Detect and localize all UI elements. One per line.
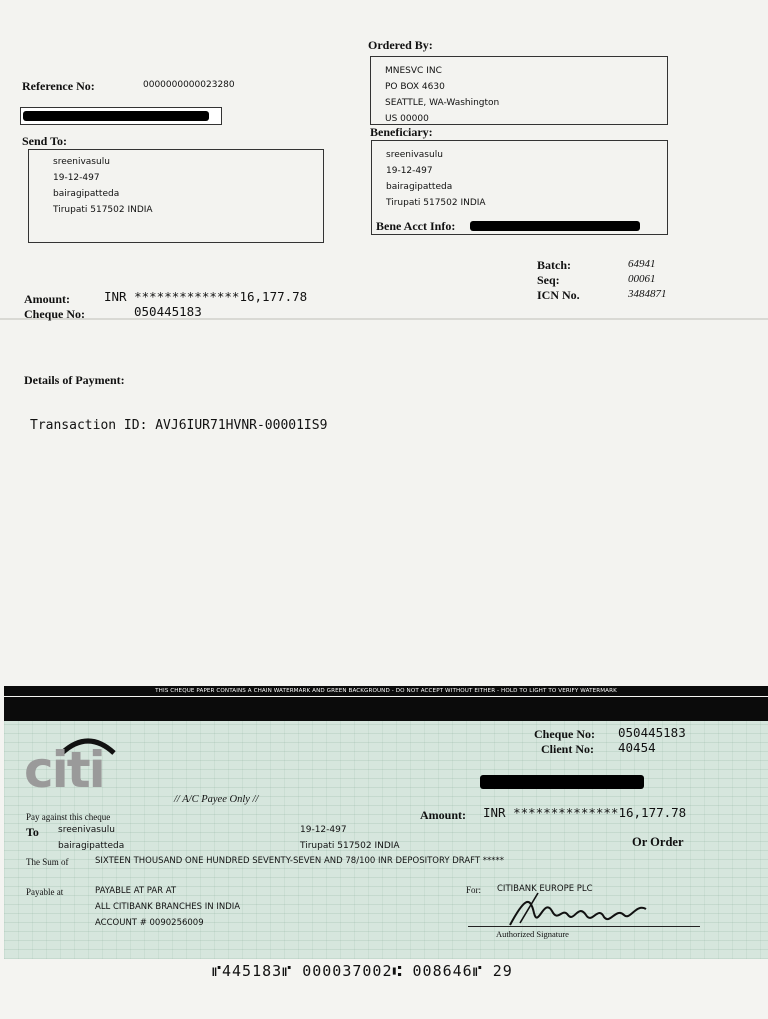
authorized-signature-label: Authorized Signature (496, 929, 569, 939)
send-to-line: bairagipatteda (53, 189, 120, 199)
details-label: Details of Payment: (24, 373, 125, 387)
send-to-line: sreenivasulu (53, 157, 110, 167)
cheque-amount-label: Amount: (420, 808, 467, 822)
fold-line (0, 318, 768, 320)
ordered-by-line: US 00000 (385, 114, 429, 124)
payable-line: PAYABLE AT PAR AT (95, 886, 177, 896)
sum-value: SIXTEEN THOUSAND ONE HUNDRED SEVENTY-SEVEN AND 78/100 INR DEPOSITORY DRAFT ***** (95, 856, 505, 866)
for-value: CITIBANK EUROPE PLC (497, 884, 593, 894)
batch-label: Batch: (537, 258, 571, 272)
ordered-by-box (370, 56, 668, 125)
micr-area (0, 959, 768, 1019)
bene-acct-label: Bene Acct Info: (376, 219, 456, 233)
cheque-no-label: Cheque No: (24, 307, 86, 321)
cheque-amount-value: INR **************16,177.78 (483, 805, 687, 820)
amount-label: Amount: (24, 292, 71, 306)
payable-line: ACCOUNT # 0090256009 (95, 918, 204, 928)
beneficiary-line: Tirupati 517502 INDIA (386, 198, 486, 208)
micr-line: ⑈445183⑈ 000037002⑆ 008646⑈ 29 (212, 962, 513, 980)
pay-against-text: Pay against this cheque (26, 812, 111, 822)
seq-label: Seq: (537, 273, 560, 287)
sum-label: The Sum of (26, 857, 69, 867)
signature-line (468, 926, 700, 927)
cheque-number-value: 050445183 (618, 725, 686, 740)
beneficiary-label: Beneficiary: (370, 125, 433, 139)
black-bar (4, 697, 768, 721)
beneficiary-line: sreenivasulu (386, 150, 443, 160)
payee-addr1: 19-12-497 (300, 825, 347, 835)
cheque-number-label: Cheque No: (534, 727, 596, 741)
icn-label: ICN No. (537, 288, 580, 302)
or-order: Or Order (632, 835, 684, 849)
ordered-by-label: Ordered By: (368, 38, 433, 52)
redacted-field-box (20, 107, 222, 125)
signature (504, 889, 654, 931)
beneficiary-line: 19-12-497 (386, 166, 433, 176)
citi-logo: citi (24, 741, 104, 799)
send-to-box (28, 149, 324, 243)
redaction (480, 775, 644, 789)
payable-label: Payable at (26, 887, 64, 897)
beneficiary-line: bairagipatteda (386, 182, 453, 192)
send-to-label: Send To: (22, 134, 68, 148)
payee-only-crossing: // A/C Payee Only // (174, 794, 259, 805)
amount-value: INR **************16,177.78 (104, 289, 308, 304)
seq-value: 00061 (628, 273, 656, 285)
cheque (4, 721, 768, 959)
payee-name: sreenivasulu (58, 825, 115, 835)
beneficiary-address (386, 147, 486, 211)
ordered-by-line: PO BOX 4630 (385, 82, 445, 92)
beneficiary-box (371, 140, 668, 235)
redaction (470, 221, 640, 231)
send-to-line: Tirupati 517502 INDIA (53, 205, 153, 215)
reference-value: 0000000000023280 (143, 80, 235, 90)
for-label: For: (466, 885, 482, 895)
payee-line2: bairagipatteda (58, 841, 125, 851)
to-label: To (26, 825, 39, 839)
ordered-by-line: MNESVC INC (385, 66, 442, 76)
payable-line: ALL CITIBANK BRANCHES IN INDIA (95, 902, 241, 912)
client-no-label: Client No: (541, 742, 594, 756)
transaction-id: Transaction ID: AVJ6IUR71HVNR-00001IS9 (30, 418, 328, 433)
warning-banner: THIS CHEQUE PAPER CONTAINS A CHAIN WATERMARK AND GREEN BACKGROUND - DO NOT ACCEPT WITHOUT EITHER - HOLD TO LIGHT TO VERIFY WATERMARK (4, 686, 768, 696)
payable-lines (95, 883, 240, 931)
redaction (23, 111, 209, 121)
client-no-value: 40454 (618, 740, 656, 755)
ordered-by-address (385, 63, 499, 127)
icn-value: 3484871 (628, 288, 667, 300)
payee-addr2: Tirupati 517502 INDIA (300, 841, 400, 851)
send-to-address (53, 154, 153, 218)
reference-label: Reference No: (22, 79, 95, 93)
batch-value: 64941 (628, 258, 656, 270)
send-to-line: 19-12-497 (53, 173, 100, 183)
ordered-by-line: SEATTLE, WA-Washington (385, 98, 500, 108)
cheque-no-value: 050445183 (134, 304, 202, 319)
